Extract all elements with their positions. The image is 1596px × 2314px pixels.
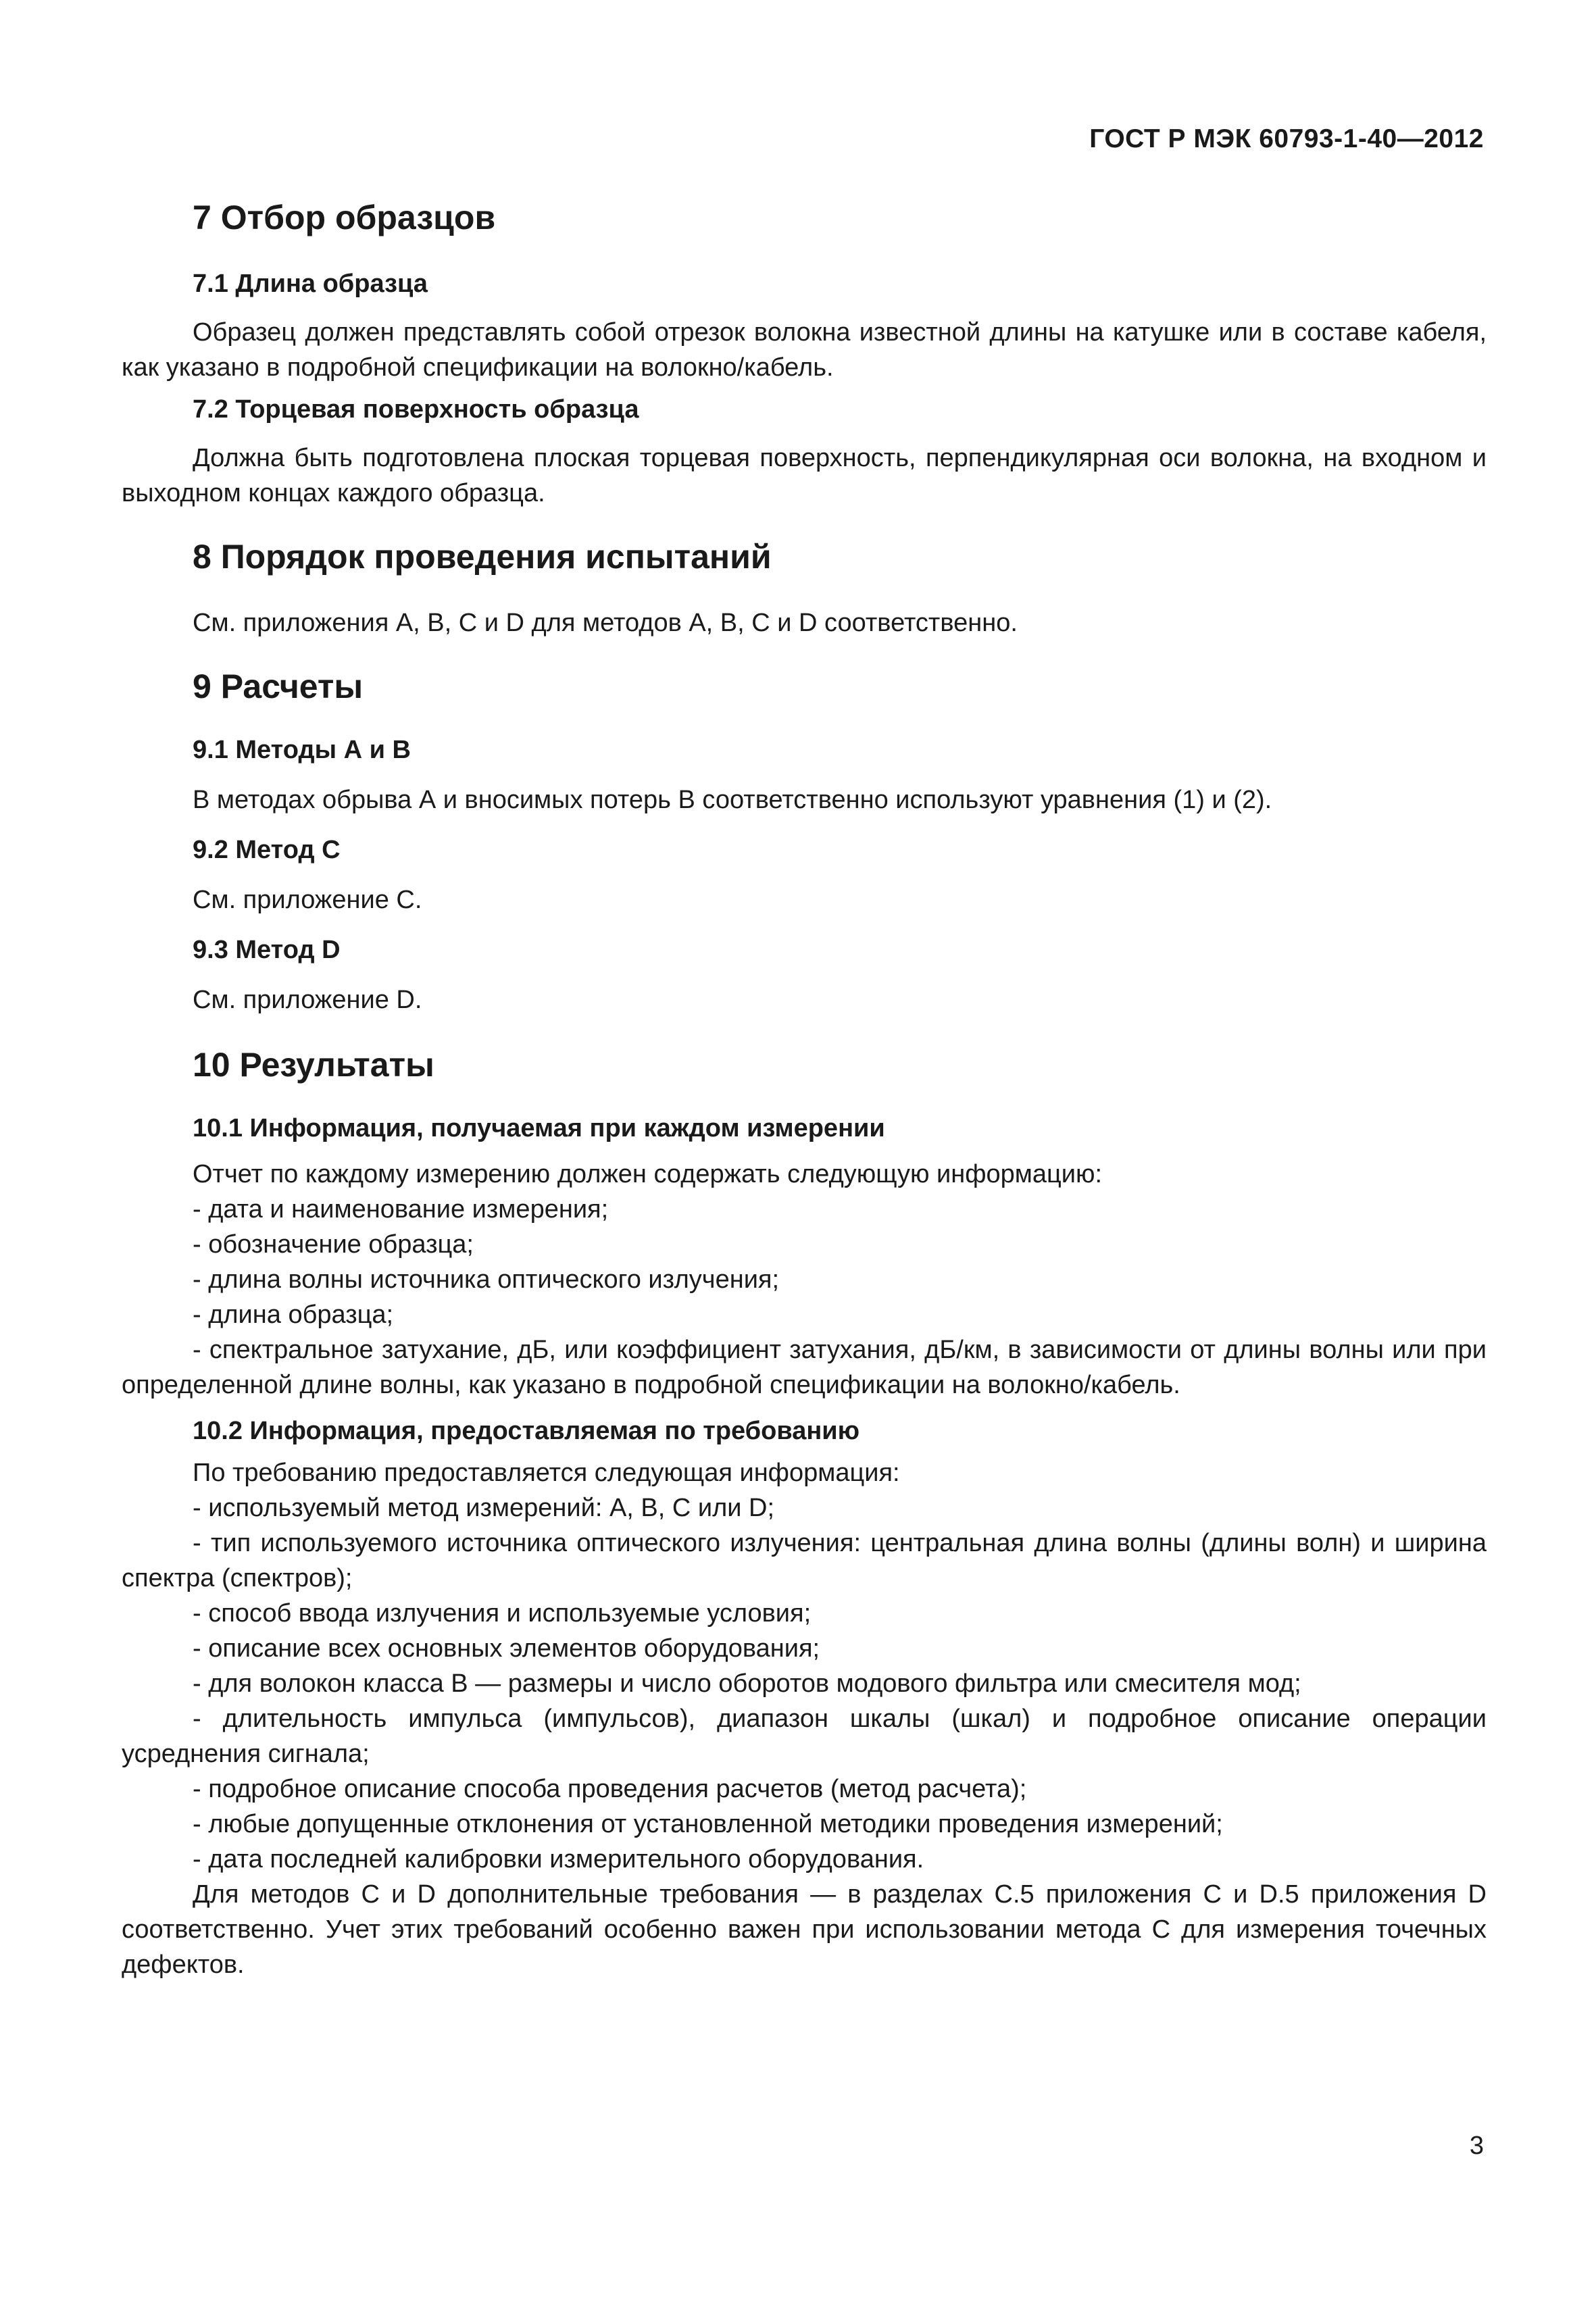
section-7-title: 7 Отбор образцов — [193, 199, 496, 236]
section-8-title: 8 Порядок проведения испытаний — [193, 538, 772, 576]
section-9-2-text: См. приложение С. — [193, 886, 422, 914]
section-9-3-title: 9.3 Метод D — [193, 936, 341, 964]
list-item: - длина волны источника оптического излучения; — [193, 1265, 780, 1294]
section-7-2-title: 7.2 Торцевая поверхность образца — [193, 395, 639, 424]
section-7-1-text: Образец должен представлять собой отрезок волокна известной длины на катушке или в составе кабеля, как указано в подробной спецификации на волокно/кабель. — [122, 318, 1487, 382]
page-content — [122, 196, 1487, 1982]
list-item: - любые допущенные отклонения от установленной методики проведения измерений; — [193, 1810, 1223, 1838]
section-10-2-outro: Для методов С и D дополнительные требования — в разделах С.5 приложения С и D.5 приложения D соответственно. Учет этих требований особенно важен при использовании метода С для измерения точечных дефектов. — [122, 1880, 1487, 1979]
list-item: - длительность импульса (импульсов), диапазон шкалы (шкал) и подробное описание операции усреднения сигнала; — [122, 1705, 1487, 1768]
section-7-1-title: 7.1 Длина образца — [193, 270, 428, 298]
list-item: - способ ввода излучения и используемые условия; — [193, 1599, 812, 1628]
section-10-1-title: 10.1 Информация, получаемая при каждом измерении — [193, 1114, 885, 1142]
list-item: - для волокон класса В — размеры и число оборотов модового фильтра или смесителя мод; — [193, 1669, 1301, 1698]
list-item: - спектральное затухание, дБ, или коэффициент затухания, дБ/км, в зависимости от длины волны или при определенной длине волны, как указано в подробной спецификации на волокно/кабель. — [122, 1336, 1487, 1399]
section-7-2-text: Должна быть подготовлена плоская торцевая поверхность, перпендикулярная оси волокна, на входном и выходном концах каждого образца. — [122, 444, 1487, 507]
section-10-title: 10 Результаты — [193, 1046, 434, 1084]
section-9-1-title: 9.1 Методы А и В — [193, 736, 411, 764]
list-item: - дата и наименование измерения; — [193, 1195, 609, 1224]
list-item: - описание всех основных элементов оборудования; — [193, 1634, 820, 1663]
section-10-1-intro: Отчет по каждому измерению должен содержать следующую информацию: — [193, 1160, 1103, 1188]
list-item: - обозначение образца; — [193, 1230, 474, 1259]
section-8-text: См. приложения А, В, С и D для методов А, В, С и D соответственно. — [193, 609, 1018, 637]
section-10-2-title: 10.2 Информация, предоставляемая по требованию — [193, 1417, 860, 1445]
section-9-1-text: В методах обрыва А и вносимых потерь В соответственно используют уравнения (1) и (2). — [193, 786, 1272, 814]
list-item: - длина образца; — [193, 1301, 394, 1329]
section-9-title: 9 Расчеты — [193, 668, 364, 705]
list-item: - используемый метод измерений: А, В, С или D; — [193, 1494, 775, 1522]
section-9-3-text: См. приложение D. — [193, 986, 422, 1014]
list-item: - дата последней калибровки измерительного оборудования. — [193, 1845, 924, 1873]
list-item: - тип используемого источника оптического излучения: центральная длина волны (длины волн) и ширина спектра (спектров); — [122, 1529, 1487, 1592]
list-item: - подробное описание способа проведения расчетов (метод расчета); — [193, 1775, 1027, 1803]
section-10-2-intro: По требованию предоставляется следующая информация: — [193, 1459, 900, 1487]
standard-code-header: ГОСТ Р МЭК 60793-1-40—2012 — [1089, 124, 1484, 153]
section-9-2-title: 9.2 Метод С — [193, 836, 341, 864]
page-number: 3 — [1469, 2132, 1484, 2160]
